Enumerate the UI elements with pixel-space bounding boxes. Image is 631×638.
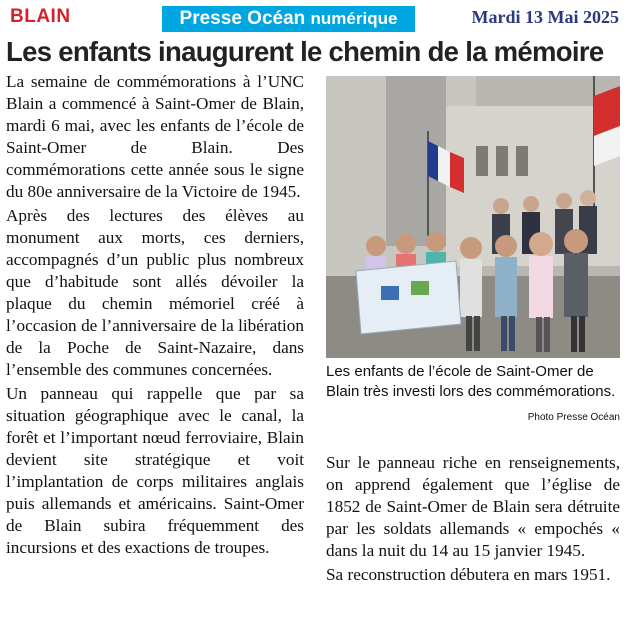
paragraph-1: La semaine de commémorations à l’UNC Blain a commencé à Saint-Omer de Blain, mardi 6 mai, avec les enfants de l’école de Saint-Omer de Blain. Des commémorations cette année sous le signe du 80e anniversaire de la Victoire de 1945. <box>6 72 304 201</box>
article-photo <box>326 76 620 358</box>
town-label: BLAIN <box>10 6 71 27</box>
photo-illustration <box>326 76 620 358</box>
article-column-left <box>6 71 304 561</box>
paragraph-4: Sur le panneau riche en renseignements, on apprend également que l’église de 1852 de Saint-Omer de Blain sera détruite par les soldats allemands « empochés « dans la nuit du 14 au 15 janvier 1945. <box>326 453 620 560</box>
photo-caption: Les enfants de l’école de Saint-Omer de Blain très investi lors des commémorations. <box>326 363 616 400</box>
brand-banner <box>162 6 415 32</box>
article-column-right <box>326 452 620 588</box>
page-header <box>0 0 631 36</box>
paragraph-2: Après des lectures des élèves au monument aux morts, ces derniers, accompagnés d’un public plus nombreux que d’habitude sont allés dévoiler la plaque du chemin mémoriel créé à l’occasion de l’anniversaire de la libération de la Poche de Saint-Nazaire, dans l’ensemble des communes concernées. <box>6 206 304 379</box>
article-headline: Les enfants inaugurent le chemin de la mémoire <box>6 36 604 67</box>
paragraph-5: Sa reconstruction débutera en mars 1951. <box>326 565 611 584</box>
photo-credit: Photo Presse Océan <box>527 412 620 423</box>
brand-main: Presse Océan <box>179 8 306 29</box>
brand-sub: numérique <box>310 9 398 28</box>
paragraph-3: Un panneau qui rappelle que par sa situation géographique avec le canal, la forêt et l’important nœud ferroviaire, Blain devient site stratégique et voit l’implantation de corps militaires anglais puis allemands et américains. Saint-Omer de Blain subira fréquemment des incursions et des exactions de troupes. <box>6 384 304 557</box>
publication-date: Mardi 13 Mai 2025 <box>471 7 619 27</box>
